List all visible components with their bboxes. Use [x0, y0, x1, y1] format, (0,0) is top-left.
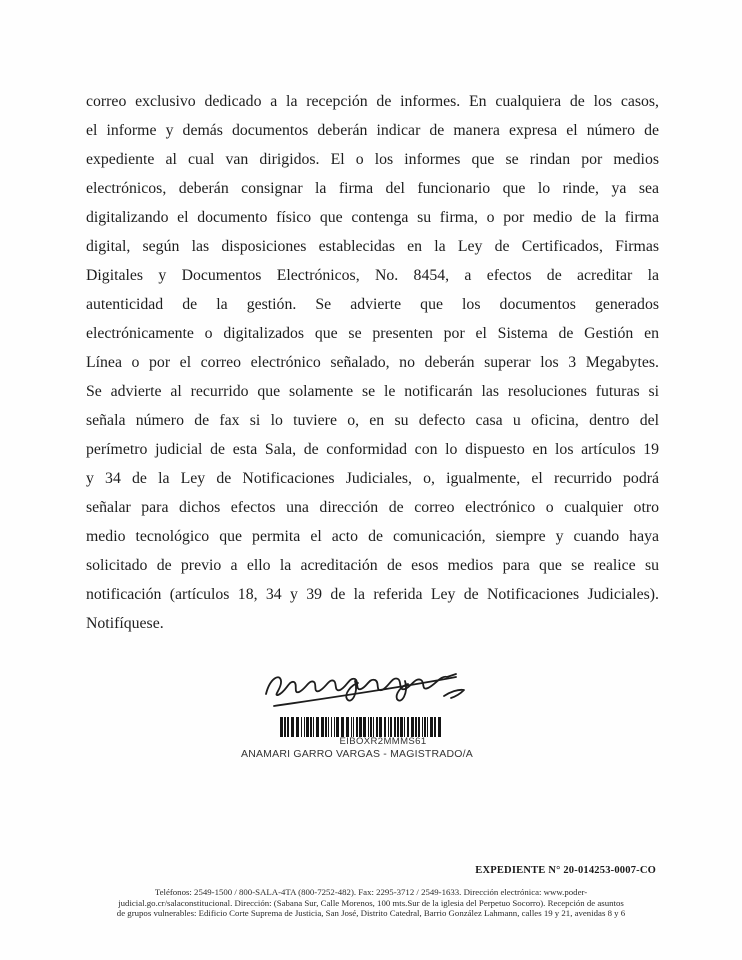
- body-line: digitalizando el documento físico que contenga su firma, o por medio de la firma: [86, 209, 659, 226]
- body-line: electrónicamente o digitalizados que se presenten por el Sistema de Gestión en: [86, 325, 659, 342]
- body-line-notifiquese: Notifíquese.: [86, 615, 164, 632]
- body-line: perímetro judicial de esta Sala, de conformidad con lo dispuesto en los artículos 19: [86, 441, 659, 458]
- body-line: expediente al cual van dirigidos. El o los informes que se rindan por medios: [86, 151, 659, 168]
- expediente-number: EXPEDIENTE N° 20-014253-0007-CO: [475, 865, 656, 876]
- body-line: digital, según las disposiciones establecidas en la Ley de Certificados, Firmas: [86, 238, 659, 255]
- footer-contact-info: [40, 887, 702, 919]
- footer-line: de grupos vulnerables: Edificio Corte Suprema de Justicia, San José, Distrito Catedral, Barrio González Lahmann, calles 19 y 21, avenidas 8 y 6: [116, 908, 626, 919]
- resolution-body: [86, 87, 659, 638]
- body-line: y 34 de la Ley de Notificaciones Judiciales, o, igualmente, el recurrido podrá: [86, 470, 659, 487]
- signer-name-title: ANAMARI GARRO VARGAS - MAGISTRADO/A: [240, 748, 473, 760]
- signature-block: [0, 660, 742, 770]
- body-line: medio tecnológico que permita el acto de comunicación, siempre y cuando haya: [86, 528, 659, 545]
- handwritten-signature-icon: [258, 664, 470, 714]
- barcode: [280, 717, 444, 737]
- body-line: autenticidad de la gestión. Se advierte que los documentos generados: [86, 296, 659, 313]
- footer-line: Teléfonos: 2549-1500 / 800-SALA-4TA (800-7252-482). Fax: 2295-3712 / 2549-1633. Dirección electrónica: www.poder-: [154, 887, 588, 897]
- body-line: electrónicos, deberán consignar la firma del funcionario que lo rinde, ya sea: [86, 180, 659, 197]
- body-line: solicitado de previo a ello la acreditación de esos medios para que se realice su: [86, 557, 659, 574]
- footer-line: judicial.go.cr/salaconstitucional. Dirección: (Sabana Sur, Calle Morenos, 100 mts.Sur de la iglesia del Perpetuo Socorro). Recepción de asuntos: [118, 897, 624, 908]
- body-line: señala número de fax si lo tuviere o, en su defecto casa u oficina, dentro del: [86, 412, 659, 429]
- body-line: el informe y demás documentos deberán indicar de manera expresa el número de: [86, 122, 659, 139]
- body-line: correo exclusivo dedicado a la recepción de informes. En cualquiera de los casos,: [86, 93, 659, 110]
- body-line: Se advierte al recurrido que solamente se le notificarán las resoluciones futuras si: [86, 383, 659, 400]
- barcode-code-text: EIBOXR2MMMS61: [339, 736, 427, 747]
- body-line: Línea o por el correo electrónico señalado, no deberán superar los 3 Megabytes.: [86, 354, 659, 371]
- body-line: notificación (artículos 18, 34 y 39 de la referida Ley de Notificaciones Judiciales).: [86, 586, 659, 603]
- body-line: Digitales y Documentos Electrónicos, No. 8454, a efectos de acreditar la: [86, 267, 659, 284]
- body-line: señalar para dichos efectos una dirección de correo electrónico o cualquier otro: [86, 499, 659, 516]
